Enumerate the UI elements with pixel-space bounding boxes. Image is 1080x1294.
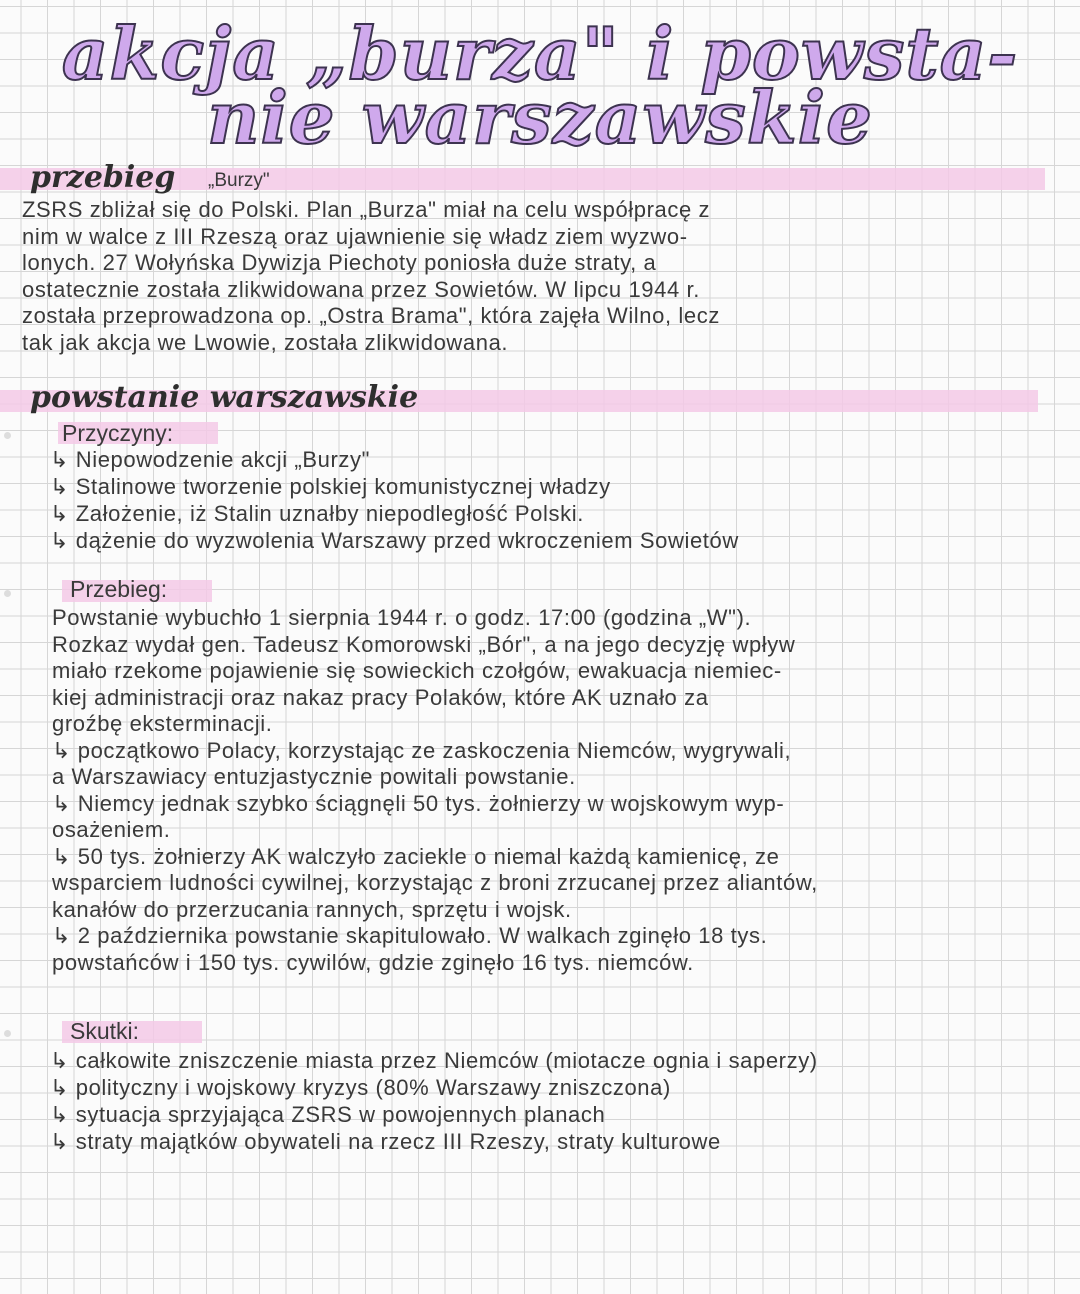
text-line: powstańców i 150 tys. cywilów, gdzie zginęło 16 tys. niemców. xyxy=(52,949,694,975)
text-line: tak jak akcja we Lwowie, została zlikwidowana. xyxy=(22,329,509,355)
text-line: ZSRS zbliżał się do Polski. Plan „Burza" miał na celu współpracę z xyxy=(22,197,711,222)
text-line: ↳ Niepowodzenie akcji „Burzy" xyxy=(50,447,370,472)
text-line: została przeprowadzona op. „Ostra Brama", która zajęła Wilno, lecz xyxy=(22,303,720,328)
text-line: wsparciem ludności cywilnej, korzystając z broni zrzucanej przez aliantów, xyxy=(52,870,818,895)
text-line: ↳ polityczny i wojskowy kryzys (80% Warszawy zniszczona) xyxy=(50,1075,671,1100)
text-line: ↳ całkowite zniszczenie miasta przez Niemców (miotacze ognia i saperzy) xyxy=(50,1048,818,1073)
text-line: Rozkaz wydał gen. Tadeusz Komorowski „Bór", a na jego decyzję wpływ xyxy=(52,631,796,657)
text-line: groźbę eksterminacji. xyxy=(52,711,273,736)
text-line: kiej administracji oraz nakaz pracy Polaków, które AK uznało za xyxy=(52,684,709,710)
text-line: ↳ początkowo Polacy, korzystając ze zaskoczenia Niemców, wygrywali, xyxy=(52,737,792,763)
text-line: osażeniem. xyxy=(52,817,171,842)
text-line: ↳ straty majątków obywateli na rzecz III Rzeszy, straty kulturowe xyxy=(50,1129,721,1154)
text-line: ↳ 2 października powstanie skapitulowało. W walkach zginęło 18 tys. xyxy=(52,923,768,948)
course-label: Przebieg: xyxy=(70,576,168,602)
section-heading-powstanie: powstanie warszawskie xyxy=(30,380,419,415)
text-line: ostatecznie została zlikwidowana przez Sowietów. W lipcu 1944 r. xyxy=(22,276,700,302)
text-line: ↳ Założenie, iż Stalin uznałby niepodległość Polski. xyxy=(50,501,584,526)
text-line: kanałów do przerzucania rannych, sprzętu i wojsk. xyxy=(52,896,572,922)
text-line: nim w walce z III Rzeszą oraz ujawnienie się władz ziem wyzwo- xyxy=(22,223,688,249)
page-title-line-2: nie warszawskie xyxy=(207,75,873,160)
text-line: ↳ sytuacja sprzyjająca ZSRS w powojennych planach xyxy=(50,1102,606,1127)
text-line: ↳ Niemcy jednak szybko ściągnęli 50 tys. żołnierzy w wojskowym wyp- xyxy=(52,790,785,816)
section-heading-suffix: „Burzy" xyxy=(208,170,270,191)
causes-label: Przyczyny: xyxy=(62,420,174,446)
text-line: miało rzekome pojawienie się sowieckich czołgów, ewakuacja niemiec- xyxy=(52,658,782,683)
effects-label: Skutki: xyxy=(70,1018,140,1044)
text-line: a Warszawiacy entuzjastycznie powitali powstanie. xyxy=(52,764,576,789)
text-line: lonych. 27 Wołyńska Dywizja Piechoty poniosła duże straty, a xyxy=(22,250,657,275)
text-line: ↳ dążenie do wyzwolenia Warszawy przed wkroczeniem Sowietów xyxy=(50,528,739,553)
text-line: ↳ Stalinowe tworzenie polskiej komunistycznej władzy xyxy=(50,474,611,499)
section-heading-przebieg-burzy: przebieg xyxy=(30,160,176,195)
text-line: ↳ 50 tys. żołnierzy AK walczyło zaciekle o niemal każdą kamienicę, ze xyxy=(52,843,780,869)
text-line: Powstanie wybuchło 1 sierpnia 1944 r. o godz. 17:00 (godzina „W"). xyxy=(52,605,752,630)
page-title-line-1: akcja „burza" i powsta- xyxy=(61,11,1019,96)
